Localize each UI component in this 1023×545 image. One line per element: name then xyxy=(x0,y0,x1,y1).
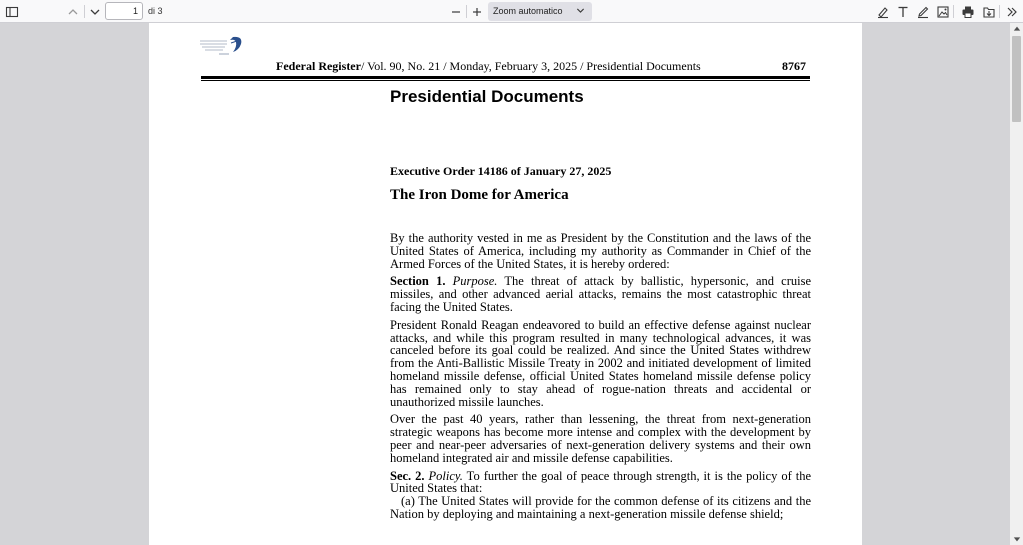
section-2-heading: Policy. xyxy=(428,468,463,483)
section-1-label: Section 1. xyxy=(390,274,446,289)
scrollbar-thumb[interactable] xyxy=(1012,36,1021,122)
header-rule xyxy=(201,76,810,79)
chevron-up-icon[interactable] xyxy=(63,2,82,21)
header-details: / Vol. 90, No. 21 / Monday, February 3, 2025 / Presidential Documents xyxy=(360,59,701,73)
section-title: Presidential Documents xyxy=(390,87,584,106)
header-rule-thin xyxy=(201,80,810,81)
save-icon[interactable] xyxy=(979,2,998,21)
printer-icon[interactable] xyxy=(958,2,977,21)
document-title: The Iron Dome for America xyxy=(390,187,569,203)
toolbar-separator xyxy=(999,5,1000,18)
pdf-toolbar xyxy=(0,0,1023,23)
gpo-authentication-logo xyxy=(197,35,247,59)
page-total-label: di 3 xyxy=(148,6,163,16)
minus-icon[interactable] xyxy=(446,2,465,21)
sidebar-toggle-icon[interactable] xyxy=(2,2,21,21)
highlighter-icon[interactable] xyxy=(873,2,892,21)
scroll-down-arrow-icon[interactable] xyxy=(1010,533,1023,545)
plus-icon[interactable] xyxy=(467,2,486,21)
chevron-down-icon[interactable] xyxy=(85,2,104,21)
text-icon[interactable] xyxy=(893,2,912,21)
scroll-up-arrow-icon[interactable] xyxy=(1010,23,1023,35)
section-2-paragraph xyxy=(390,470,811,496)
zoom-select-label: Zoom automatico xyxy=(493,6,563,16)
image-icon[interactable] xyxy=(933,2,952,21)
zoom-select[interactable] xyxy=(488,2,592,21)
section-1-text: The threat of attack by ballistic, hypersonic, and cruise missiles, and other advanced aerial attacks, remains the most catastrophic threat facing the United States. xyxy=(390,274,812,314)
section-2-label: Sec. 2. xyxy=(390,468,425,483)
paragraph-threat: Over the past 40 years, rather than lessening, the threat from next-generation strategic weapons has become more intense and complex with the development by peer and near-peer adversaries of next-generation delivery systems and their own homeland integrated air and missile defense capabilities. xyxy=(390,412,811,465)
header-page-number: 8767 xyxy=(782,59,806,73)
section-2a-paragraph: (a) The United States will provide for the common defense of its citizens and the Nation by deploying and maintaining a next-generation missile defense shield; xyxy=(390,494,811,521)
page-number-input[interactable] xyxy=(105,2,143,20)
intro-paragraph: By the authority vested in me as President by the Constitution and the laws of the United States of America, including my authority as Commander in Chief of the Armed Forces of the United States, it is hereby ordered: xyxy=(390,231,811,271)
executive-order-title: Executive Order 14186 of January 27, 2025 xyxy=(390,164,612,178)
section-1-paragraph xyxy=(390,275,811,313)
section-2-text: To further the goal of peace through strength, it is the policy of the United States that: xyxy=(390,468,811,496)
toolbar-separator xyxy=(953,5,954,18)
double-chevron-right-icon[interactable] xyxy=(1002,2,1021,21)
section-1-heading: Purpose. xyxy=(452,274,498,289)
chevron-down-icon xyxy=(575,5,586,18)
vertical-scrollbar[interactable] xyxy=(1010,23,1023,545)
header-publication: Federal Register xyxy=(276,59,361,73)
pen-icon[interactable] xyxy=(913,2,932,21)
page-header xyxy=(276,59,811,74)
document-body xyxy=(390,232,811,521)
pdf-page xyxy=(149,23,862,545)
paragraph-reagan: President Ronald Reagan endeavored to build an effective defense against nuclear attacks, and while this program resulted in many technological advances, it was canceled before its goal could be realized. And since the United States withdrew from the Anti-Ballistic Missile Treaty in 2002 and initiated development of limited homeland missile defense, official United States homeland missile defense policy has remained only to stay ahead of rogue-nation threats and accidental or unauthorized missile launches. xyxy=(390,317,811,409)
